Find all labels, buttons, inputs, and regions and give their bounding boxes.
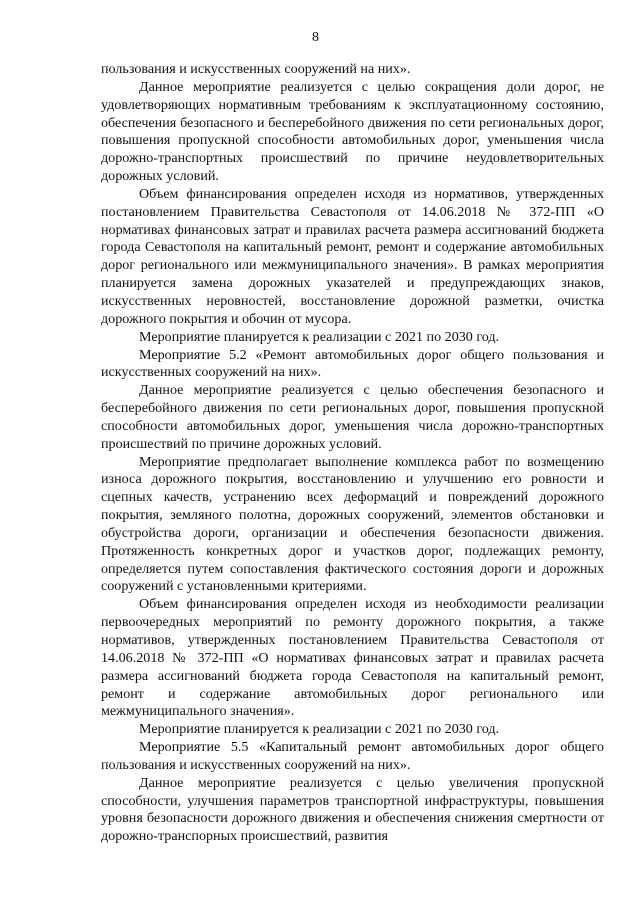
- paragraph-purpose-capital-repair: Данное мероприятие реализуется с целью увеличения пропускной способности, улучшения параметров транспортной инфраструктуры, повышения уровня безопасности дорожного движения и обеспечения снижения смертности от дорожно-транспорных происшествий, развития: [101, 774, 604, 845]
- paragraph-purpose-repair: Данное мероприятие реализуется с целью обеспечения безопасного и бесперебойного движения по сети региональных дорог, повышения пропускной способности автомобильных дорог, уменьшения числа дорожно-транспортных происшествий по причине дорожных условий.: [101, 382, 604, 452]
- paragraph-period-maintenance: Мероприятие планируется к реализации с 2021 по 2030 год.: [139, 328, 500, 345]
- page-body: [101, 61, 604, 846]
- paragraph-purpose-maintenance: Данное мероприятие реализуется с целью сокращения доли дорог, не удовлетворяющих нормативным требованиям к эксплуатационному состоянию, обеспечения безопасного и бесперебойного движения по сети региональных дорог, повышения пропускной способности автомобильных дорог, уменьшения числа дорожно-транспортных происшествий по причине неудовлетворительных дорожных условий.: [101, 78, 604, 185]
- paragraph-period-repair: Мероприятие планируется к реализации с 2021 по 2030 год.: [139, 721, 500, 738]
- paragraph-measure-5-5-title: Мероприятие 5.5 «Капитальный ремонт автомобильных дорог общего пользования и искусственных сооружений на них».: [101, 739, 604, 773]
- paragraph-financing-maintenance: Объем финансирования определен исходя из нормативов, утвержденных постановлением Правительства Севастополя от 14.06.2018 № 372-ПП «О нормативах финансовых затрат и правилах расчета размера ассигнований бюджета города Севастополя на капитальный ремонт, ремонт и содержание автомобильных дорог регионального или межмуниципального значения». В рамках мероприятия планируется замена дорожных указателей и предупреждающих знаков, искусственных неровностей, восстановление дорожной разметки, очистка дорожного покрытия и обочин от мусора.: [101, 185, 604, 327]
- page-number: 8: [312, 30, 319, 45]
- paragraph-continuation: пользования и искусственных сооружений на них».: [101, 61, 411, 77]
- paragraph-financing-repair: Объем финансирования определен исходя из необходимости реализации первоочередных мероприятий по ремонту дорожного покрытия, а также нормативов, утвержденных постановлением Правительства Севастополя от 14.06.2018 № 372-ПП «О нормативах финансовых затрат и правилах расчета размера ассигнований бюджета города Севастополя на капитальный ремонт, ремонт и содержание автомобильных дорог регионального или межмуниципального значения».: [101, 596, 604, 720]
- paragraph-measure-5-2-title: Мероприятие 5.2 «Ремонт автомобильных дорог общего пользования и искусственных сооружений на них».: [101, 346, 604, 381]
- paragraph-repair-scope: Мероприятие предполагает выполнение комплекса работ по возмещению износа дорожного покрытия, восстановлению и улучшению его ровности и сцепных качеств, устранению всех деформаций и повреждений дорожного покрытия, земляного полотна, дорожных сооружений, элементов обстановки и обустройства дороги, организации и обеспечения безопасности движения. Протяженность конкретных дорог и участков дорог, подлежащих ремонту, определяется путем сопоставления фактического состояния дороги и дорожных сооружений с установленными критериями.: [101, 453, 604, 595]
